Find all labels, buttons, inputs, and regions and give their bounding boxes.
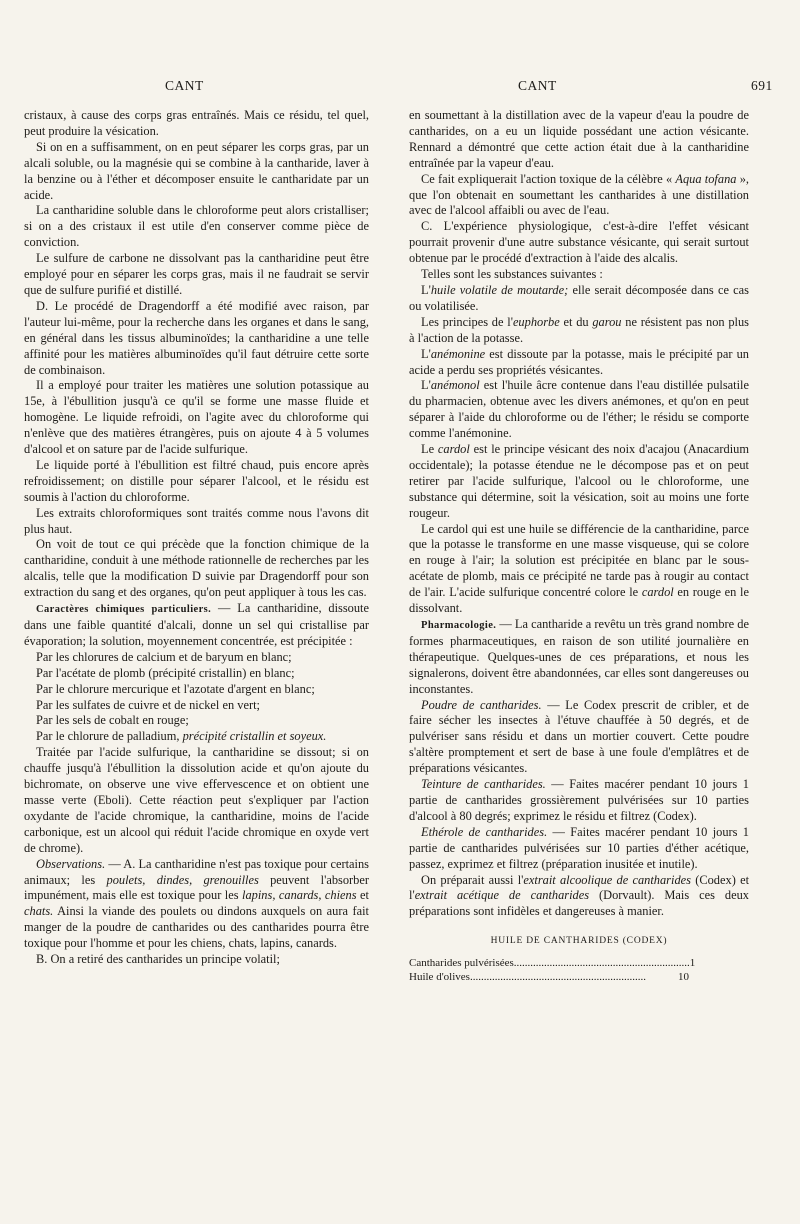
paragraph-text: — A. La cantharidine n'est pas toxique pour certains animaux; les <box>24 856 369 887</box>
paragraph <box>409 378 749 442</box>
paragraph <box>409 777 749 825</box>
section-heading: Poudre de cantharides. <box>421 697 542 712</box>
leader-dots: ................................................................ <box>513 957 690 970</box>
italic-text: chats. <box>24 904 54 919</box>
paragraph: Il a employé pour traiter les matières une solution potassique au 15e, à l'ébullition jusqu'à ce qu'il se forme une masse fluide et homogène. Le liquide refroidi, on l'agite avec du chloroforme qui n'enlève que des matières étrangères, puis on ajoute 4 à 5 volumes d'alcool et on sature par de l'acide sulfurique. <box>24 378 369 457</box>
section-heading: Ethérole de cantharides. <box>421 824 548 839</box>
recipe-row <box>409 956 749 970</box>
recipe-table <box>409 956 749 984</box>
paragraph-text: est dissoute par la potasse, mais le précipité par un acide a perdu ses propriétés vésicantes. <box>409 346 749 377</box>
running-head <box>0 78 800 98</box>
recipe-quantity: 10 <box>678 971 689 984</box>
paragraph: en soumettant à la distillation avec de la vapeur d'eau la poudre de cantharides, on a eu un liquide possédant une action vésicante. Rennard a démontré que cette action était due à la cantharidine entraînée par la vapeur d'eau. <box>409 108 749 170</box>
italic-text: extrait alcoolique de cantharides <box>523 872 691 887</box>
paragraph <box>409 442 749 522</box>
paragraph <box>24 601 369 650</box>
paragraph-text: Les principes de l' <box>421 314 513 329</box>
italic-text: garou <box>592 314 622 329</box>
italic-text: lapins, canards, chiens <box>242 888 357 903</box>
paragraph-text: », que l'on obtenait en soumettant les cantharides à une distillation avec de l'alcool affaibli ou avec de l'eau. <box>409 171 750 218</box>
paragraph-text: L' <box>421 378 431 393</box>
paragraph-text: (Codex) et l' <box>409 872 750 903</box>
italic-text: euphorbe <box>512 314 560 329</box>
recipe-row <box>409 970 749 984</box>
paragraph: Le liquide porté à l'ébullition est filtré chaud, puis encore après refroidissement; on distille pour séparer l'alcool, et le résidu est soumis à l'action du chloroforme. <box>24 457 369 504</box>
paragraph-text: et du <box>559 314 593 329</box>
running-title-right: CANT <box>518 78 557 93</box>
section-heading: Observations. <box>36 856 106 871</box>
list-item: Par le chlorure mercurique et l'azotate d'argent en blanc; <box>36 681 315 696</box>
paragraph-text: L' <box>421 346 431 361</box>
paragraph <box>409 698 749 778</box>
section-heading: Caractères chimiques particuliers. <box>36 604 212 616</box>
paragraph: Le sulfure de carbone ne dissolvant pas la cantharidine peut être employé pour en séparer les corps gras, mais il ne faudrait se servir que de sulfure purifié et distillé. <box>24 251 369 297</box>
paragraph: cristaux, à cause des corps gras entraînés. Mais ce résidu, tel quel, peut produire la vésication. <box>24 108 369 138</box>
paragraph <box>409 617 749 698</box>
list-item: Par les sulfates de cuivre et de nickel en vert; <box>36 697 260 712</box>
italic-text: cardol <box>641 585 674 600</box>
paragraph: Les extraits chloroformiques sont traités comme nous l'avons dit plus haut. <box>24 505 369 536</box>
paragraph-text: Par le chlorure de palladium, <box>36 729 183 744</box>
paragraph: La cantharidine soluble dans le chloroforme peut alors cristalliser; si on a des cristaux il est utile d'en conserver comme pièce de conviction. <box>24 203 369 250</box>
paragraph <box>409 825 749 873</box>
paragraph-text: peuvent l'absorber impunément, mais elle est toxique pour les <box>24 872 369 903</box>
recipe-ingredient: Cantharides pulvérisées <box>409 957 514 970</box>
italic-text: extrait acétique de cantharides <box>414 888 590 903</box>
paragraph-text: est le principe vésicant des noix d'acajou (Anacardium occidentale); la potasse étendue ne le décompose pas et on peut retirer par l'acide sulfurique, l'alcool ou le chloroforme, une substance qui détermine, soit la vésication, soit au moins une forte rougeur. <box>409 442 749 520</box>
paragraph <box>409 315 749 347</box>
section-heading: Pharmacologie. <box>421 620 497 631</box>
paragraph-text: — Faites macérer pendant 10 jours 1 partie de cantharides grossièrement pulvérisées sur 10 parties d'alcool à 80 degrés; exprimez le résidu et filtrez (Codex). <box>409 777 749 823</box>
italic-text: huile volatile de moutarde; <box>430 282 569 297</box>
list-item <box>24 729 369 745</box>
paragraph <box>409 283 749 315</box>
paragraph-text: Ce fait expliquerait l'action toxique de la célèbre « <box>421 171 676 186</box>
list-item: Par les sels de cobalt en rouge; <box>36 713 189 728</box>
leader-dots: ................................................................ <box>469 971 646 984</box>
recipe-ingredient: Huile d'olives <box>409 971 470 984</box>
paragraph: C. L'expérience physiologique, c'est-à-dire l'effet vésicant pourrait provenir d'une autre substance vésicante, qui serait surtout obtenue par le procédé d'extraction à l'aide des alcalis. <box>409 219 749 266</box>
right-column <box>409 108 749 984</box>
paragraph-text: ne résistent pas non plus à l'action de la potasse. <box>409 314 749 345</box>
running-title-left: CANT <box>165 78 204 93</box>
paragraph-text: en rouge en le dissolvant. <box>409 585 749 616</box>
italic-text: cardol <box>437 442 470 457</box>
paragraph-text: est l'huile âcre contenue dans l'eau distillée pulsatile du pharmacien, obtenue avec les divers anémones, et qu'on en peut séparer à l'aide du chloroforme ou de l'éther; le résidu se comporte comme l'anémonine. <box>409 378 749 441</box>
paragraph-text: L' <box>421 282 431 297</box>
paragraph-text: (Dorvault). Mais ces deux préparations sont infidèles et dangereuses à manier. <box>409 888 749 919</box>
paragraph-text: — La cantharide a revêtu un très grand nombre de formes pharmaceutiques, en raison de son utilité journalière en thérapeutique. Quelques-unes de ces préparations, et nous les signalerons, doivent être abandonnées, car elles sont dangereuses ou inconstantes. <box>409 617 749 696</box>
italic-text: précipité cristallin et soyeux. <box>182 729 327 744</box>
paragraph: Traitée par l'acide sulfurique, la cantharidine se dissout; si on chauffe jusqu'à l'ébullition la dissolution acide et qu'on ajoute du bichromate, on observe une vive effervescence et on obtient une masse verte (Eboli). Cette réaction peut s'expliquer par l'action oxydante de l'acide chromique, la cantharidine, moins de l'acide carbonique, est un alcool qui réduit l'acide chromique en oxyde vert de chrome). <box>24 745 369 855</box>
paragraph-text: et <box>356 888 369 903</box>
paragraph <box>24 857 369 952</box>
italic-text: poulets, dindes, grenouilles <box>106 872 259 887</box>
paragraph: B. On a retiré des cantharides un principe volatil; <box>36 952 280 967</box>
page-number: 691 <box>751 78 773 93</box>
paragraph <box>409 522 749 617</box>
list-item: Par les chlorures de calcium et de baryum en blanc; <box>36 649 292 664</box>
paragraph: Telles sont les substances suivantes : <box>421 267 603 282</box>
paragraph: Si on en a suffisamment, on en peut séparer les corps gras, par un alcali soluble, ou la magnésie qui se combine à la cantharide, laver à la benzine ou à l'éther et décomposer ensuite le cantharidate par un acide. <box>24 139 369 202</box>
italic-text: anémonol <box>430 378 480 393</box>
recipe-quantity: 1 <box>689 957 696 970</box>
left-column <box>24 108 369 968</box>
paragraph-text: Le <box>421 442 438 457</box>
paragraph <box>409 873 749 921</box>
paragraph-text: Le cardol qui est une huile se différencie de la cantharidine, parce que la potasse le transforme en une masse visqueuse, qui se colore en rouge à l'air; la solution est précipitée en blanc par le sous-acétate de plomb, mais ce précipité ne tarde pas à rougir au contact de l'air. L'acide sulfurique concentré colore le <box>409 521 749 600</box>
italic-text: anémonine <box>430 346 486 361</box>
paragraph-text: Ainsi la viande des poulets ou dindons auxquels on aura fait manger de la poudre de cantharides ou des cantharides pourra être toxique pour l'homme et pour les chiens, chats, lapins, canards. <box>24 904 369 951</box>
paragraph-text: — Le Codex prescrit de cribler, et de faire sécher les insectes à l'étuve chauffée à 50 degrés, et de pulvériser sans résidu et dans un mortier couvert. Cette poudre s'altère promptement et sert de base à une foule d'emplâtres et de préparations vésicantes. <box>409 697 749 776</box>
paragraph: On voit de tout ce qui précède que la fonction chimique de la cantharidine, conduit à une méthode rationnelle de recherches par les alcalis, telle que la modification D suivie par Dragendorff pour son extraction du sang et des organes, qu'on peut appliquer à tous les cas. <box>24 537 369 600</box>
paragraph <box>409 172 749 220</box>
italic-text: Aqua tofana <box>675 171 737 186</box>
paragraph-text: — Faites macérer pendant 10 jours 1 partie de cantharides pulvérisées sur 10 parties d'éther acétique, passez, exprimez et filtrez (préparation inusitée et inutile). <box>409 824 750 871</box>
paragraph-text: — La cantharidine, dissoute dans une faible quantité d'alcali, donne un sel qui cristallise par évaporation; la solution, moyennement concentrée, est précipitée : <box>24 601 370 648</box>
paragraph-text: On préparait aussi l' <box>421 872 524 887</box>
recipe-title: HUILE DE CANTHARIDES (CODEX) <box>490 936 668 947</box>
list-item: Par l'acétate de plomb (précipité cristallin) en blanc; <box>36 665 295 680</box>
paragraph <box>409 347 749 379</box>
paragraph-text: elle serait décomposée dans ce cas ou volatilisée. <box>409 282 749 313</box>
section-heading: Teinture de cantharides. <box>421 777 546 792</box>
paragraph: D. Le procédé de Dragendorff a été modifié avec raison, par l'auteur lui-même, pour la recherche dans les organes et dans le sang, en général dans les tissus albuminoïdes; la cantharidine a une telle affinité pour les matières albuminoïdes qu'il faut détruire cette sorte de combinaison. <box>24 298 369 377</box>
